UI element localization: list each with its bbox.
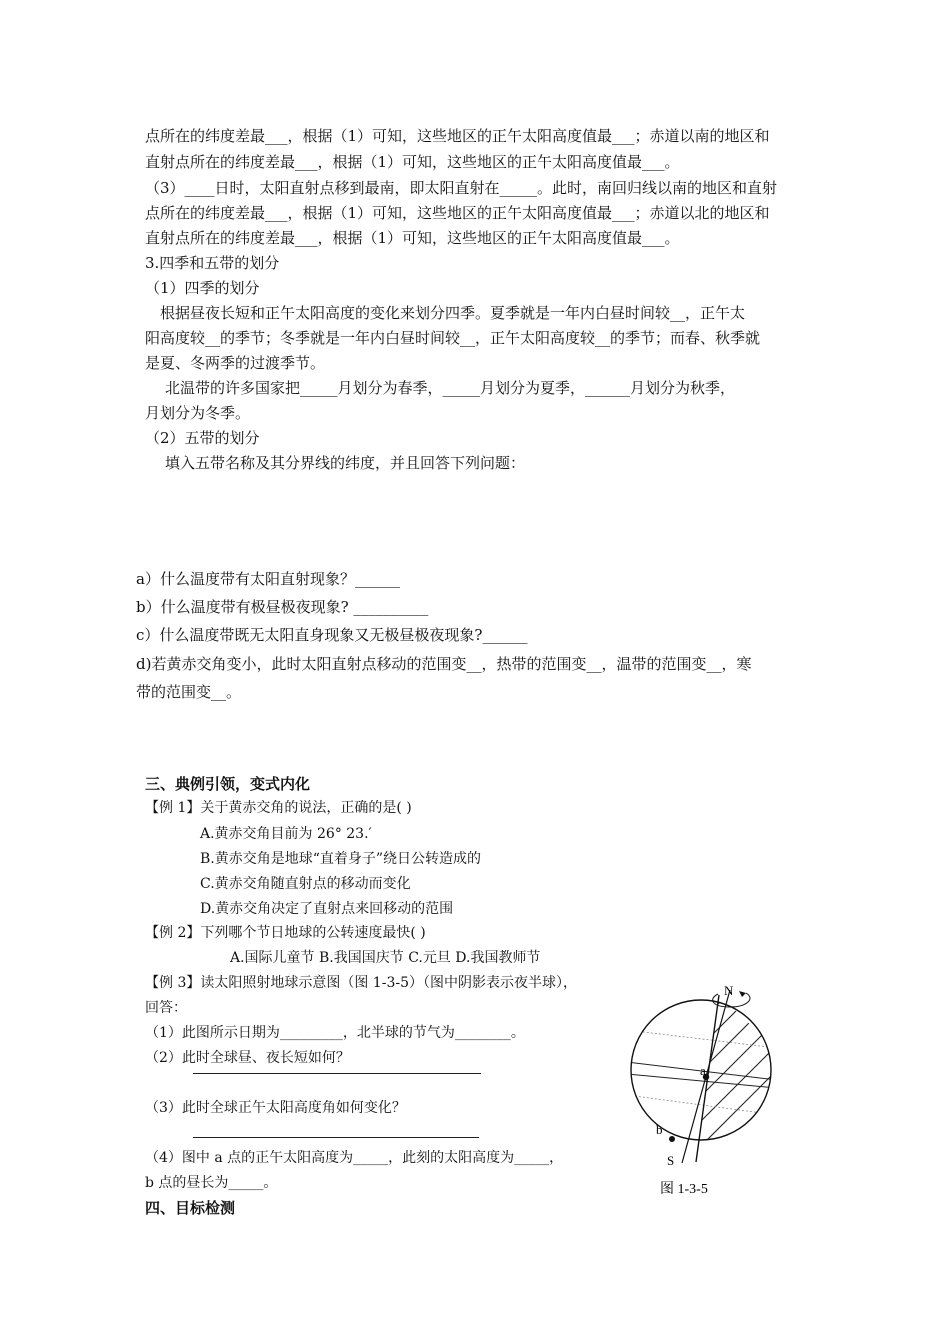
subsection-title: （2）五带的划分 (145, 429, 260, 447)
example-3-q4-cont: b 点的昼长为_____。 (145, 1175, 278, 1191)
paragraph-line: 月划分为冬季。 (145, 404, 251, 422)
paragraph-line: 是夏、冬两季的过渡季节。 (145, 354, 326, 372)
tropic-line (627, 1095, 777, 1115)
south-label: S (667, 1153, 675, 1168)
paragraph-line: 阳高度较__的季节；冬季就是一年内白昼时间较__，正午太阳高度较__的季节；而春、秋季就 (145, 329, 761, 347)
example-3-q4: （4）图中 a 点的正午太阳高度为_____，此刻的太阳高度为_____， (145, 1150, 564, 1166)
paragraph-line: 填入五带名称及其分界线的纬度，并且回答下列问题： (165, 454, 526, 472)
example-1-option-d: D.黄赤交角决定了直射点来回移动的范围 (200, 901, 454, 917)
paragraph-line: （3）____日时，太阳直射点移到最南，即太阳直射在_____。此时，南回归线以南的地区和直射 (145, 179, 778, 197)
answer-line (193, 1137, 479, 1138)
point-b-marker (669, 1136, 675, 1142)
question-b: b）什么温度带有极昼极夜现象? __________ (136, 598, 429, 616)
paragraph-line: 点所在的纬度差最___，根据（1）可知，这些地区的正午太阳高度值最___；赤道以北的地区和 (145, 204, 770, 222)
example-3-stem: 【例 3】读太阳照射地球示意图（图 1-3-5）（图中阴影表示夜半球）， (145, 975, 577, 991)
example-3-q3: （3）此时全球正午太阳高度角如何变化？ (145, 1100, 406, 1116)
figure-caption: 图 1-3-5 (660, 1182, 708, 1197)
example-1-stem: 【例 1】关于黄赤交角的说法，正确的是( ) (145, 800, 412, 816)
example-3-q1: （1）此图所示日期为_________，北半球的节气为________。 (145, 1025, 525, 1041)
paragraph-line: 点所在的纬度差最___，根据（1）可知，这些地区的正午太阳高度值最___；赤道以南的地区和 (145, 127, 770, 145)
sunlight-earth-figure (612, 985, 792, 1200)
question-a: a）什么温度带有太阳直射现象？______ (136, 570, 400, 588)
subsection-heading: 3.四季和五带的划分 (145, 254, 280, 272)
question-d: d)若黄赤交角变小，此时太阳直射点移动的范围变__，热带的范围变__，温带的范围变__，寒 (136, 655, 752, 673)
section-heading: 三、典例引领，变式内化 (145, 775, 311, 793)
point-a-label: a (700, 1063, 706, 1078)
tropic-line (627, 1030, 777, 1048)
example-3-q2: （2）此时全球昼、夜长短如何？ (145, 1050, 350, 1066)
example-2-options: A.国际儿童节 B.我国国庆节 C.元旦 D.我国教师节 (230, 950, 541, 966)
paragraph-line: 根据昼夜长短和正午太阳高度的变化来划分四季。夏季就是一年内白昼时间较__，正午太 (160, 304, 746, 322)
section-heading: 四、目标检测 (145, 1199, 236, 1217)
paragraph-line: 直射点所在的纬度差最___，根据（1）可知，这些地区的正午太阳高度值最___。 (145, 153, 680, 171)
example-1-option-a: A.黄赤交角目前为 26° 23.′ (200, 826, 372, 842)
question-d-cont: 带的范围变__。 (136, 683, 242, 701)
example-1-option-c: C.黄赤交角随直射点的移动而变化 (200, 876, 411, 892)
example-3-stem-cont: 回答： (145, 1000, 187, 1016)
rotation-arrowhead (739, 991, 746, 997)
paragraph-line: 北温带的许多国家把_____月划分为春季，_____月划分为夏季，______月划分为秋季， (165, 379, 736, 397)
question-c: c）什么温度带既无太阳直身现象又无极昼极夜现象?______ (136, 626, 528, 644)
north-label: N (724, 985, 734, 998)
paragraph-line: 直射点所在的纬度差最___，根据（1）可知，这些地区的正午太阳高度值最___。 (145, 229, 680, 247)
subsection-title: （1）四季的划分 (145, 279, 260, 297)
example-1-option-b: B.黄赤交角是地球“直着身子”绕日公转造成的 (200, 851, 482, 867)
point-b-label: b (656, 1122, 663, 1137)
answer-line (193, 1073, 481, 1074)
example-2-stem: 【例 2】下列哪个节日地球的公转速度最快( ) (145, 925, 426, 941)
